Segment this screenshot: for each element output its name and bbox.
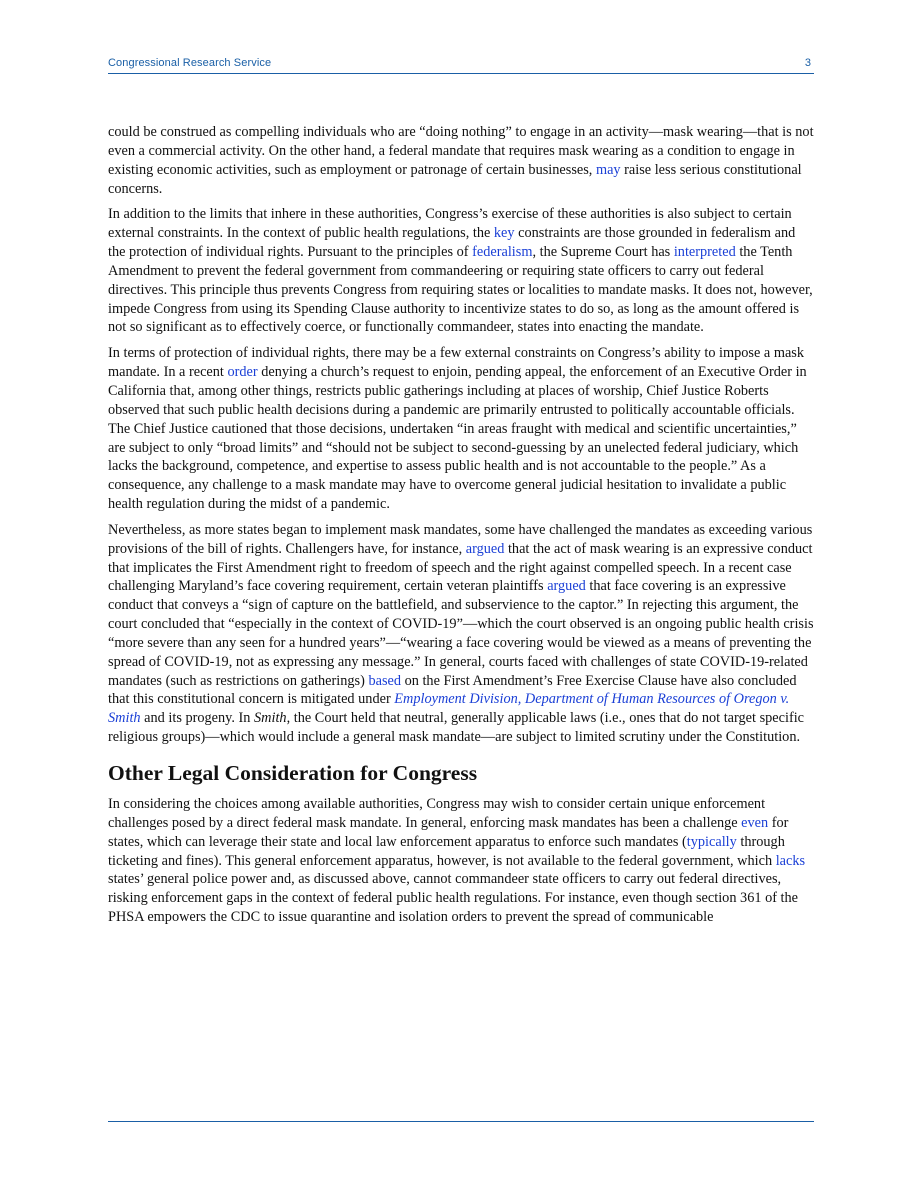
text-run: , the Supreme Court has <box>532 244 674 261</box>
document-body <box>108 123 814 934</box>
link-order[interactable]: order <box>227 364 258 381</box>
header-publisher: Congressional Research Service <box>108 57 272 69</box>
paragraph-5 <box>108 795 814 927</box>
text-run: constraints are those grounded in federalism and the protection of individual rights. Pursuant to the principles of <box>108 225 796 261</box>
paragraph-4 <box>108 521 814 747</box>
link-lacks[interactable]: lacks <box>775 852 806 869</box>
footer-rule <box>108 1121 814 1122</box>
text-run: that the act of mask wearing is an expressive conduct that implicates the First Amendment right to freedom of speech and the right against compelled speech. In a recent case challenging Maryland’s face covering requirement, certain veteran plaintiffs <box>108 540 813 595</box>
text-run: In terms of protection of individual rights, there may be a few external constraints on Congress’s ability to impose a mask mandate. In a recent <box>108 345 805 381</box>
text-run: Nevertheless, as more states began to implement mask mandates, some have challenged the mandates as exceeding various provisions of the bill of rights. Challengers have, for instance, <box>108 521 813 557</box>
text-run: , the Court held that neutral, generally applicable laws (i.e., ones that do not target specific religious groups)—which would include a general mask mandate—are subject to limited scrutiny under the Constitution. <box>108 710 805 746</box>
case-short-name: Smith <box>254 710 287 727</box>
text-run: denying a church’s request to enjoin, pending appeal, the enforcement of an Executive Order in California that, among other things, restricts public gatherings including at places of worship, Chief Justice Roberts observed that such public health decisions during a pandemic are primarily entrusted to politically accountable officials. The Chief Justice cautioned that those decisions, undertaken “in areas fraught with medical and scientific uncertainties,” are subject to only “broad limits” and “should not be subject to second-guessing by an unelected federal judiciary, which lacks the background, competence, and expertise to assess public health and is not accountable to the people.” As a consequence, any challenge to a mask mandate may have to overcome general judicial hesitation to invalidate a public health regulation during the midst of a pandemic. <box>108 364 807 513</box>
text-run: In considering the choices among available authorities, Congress may wish to consider certain unique enforcement challenges posed by a direct federal mask mandate. In general, enforcing mask mandates has been a challenge <box>108 796 766 831</box>
paragraph-1 <box>108 123 814 198</box>
text-run: the Tenth Amendment to prevent the federal government from commandeering or requiring state officers to carry out federal directives. This principle thus prevents Congress from requiring states or localities to mandate masks. It does not, however, impede Congress from using its Spending Clause authority to incentivize states to do so, as long as the amount offered is not so significant as to effectively coerce, or functionally commandeer, states into enacting the mandate. <box>108 244 813 336</box>
link-based[interactable]: based <box>368 672 402 689</box>
text-run: states’ general police power and, as discussed above, cannot commandeer state officers to carry out federal directives, risking enforcement gaps in the context of federal public health regulations. For instance, even though section 361 of the PHSA empowers the CDC to issue quarantine and isolation orders to prevent the spread of communicable <box>108 871 799 926</box>
page-header <box>108 57 814 73</box>
link-argued-2[interactable]: argued <box>547 578 586 595</box>
text-run: on the First Amendment’s Free Exercise Clause have also concluded that this constitutional concern is mitigated under <box>108 672 797 708</box>
text-run: and its progeny. In <box>140 710 255 727</box>
link-federalism[interactable]: federalism <box>472 244 533 261</box>
text-run: through ticketing and fines). This general enforcement apparatus, however, is not available to the federal government, which <box>108 833 785 869</box>
text-run: In addition to the limits that inhere in these authorities, Congress’s exercise of these authorities is also subject to certain external constraints. In the context of public health regulations, the <box>108 206 792 242</box>
paragraph-2 <box>108 205 814 337</box>
link-may[interactable]: may <box>595 161 621 178</box>
text-run: for states, which can leverage their state and local law enforcement apparatus to enforce such mandates ( <box>108 814 789 850</box>
link-typically[interactable]: typically <box>686 833 737 850</box>
text-run: raise less serious constitutional concerns. <box>108 161 802 197</box>
case-name: Employment Division, Department of Human Resources of Oregon v. Smith <box>108 691 790 727</box>
link-even[interactable]: even <box>741 814 769 831</box>
text-run: that face covering is an expressive conduct that conveys a “sign of capture on the battlefield, and subservience to the captor.” In rejecting this argument, the court concluded that “especially in the context of COVID-19”—which the court observed is an ongoing public health crisis “more severe than any seen for a hundred years”—“wearing a face covering would be viewed as a means of preventing the spread of COVID-19, not as expressing any message.” In general, courts faced with challenges of state COVID-19-related mandates (such as restrictions on gatherings) <box>108 578 814 689</box>
link-argued-1[interactable]: argued <box>465 540 505 557</box>
section-heading: Other Legal Consideration for Congress <box>108 761 478 785</box>
text-run: could be construed as compelling individuals who are “doing nothing” to engage in an activity—mask wearing—that is not even a commercial activity. On the other hand, a federal mandate that requires mask wearing as a condition to engage in existing economic activities, such as employment or patronage of certain businesses, <box>108 124 814 178</box>
paragraph-3 <box>108 344 814 514</box>
link-interpreted[interactable]: interpreted <box>673 244 736 261</box>
header-page-number: 3 <box>804 57 811 69</box>
link-key[interactable]: key <box>493 225 515 242</box>
header-rule <box>108 73 814 74</box>
